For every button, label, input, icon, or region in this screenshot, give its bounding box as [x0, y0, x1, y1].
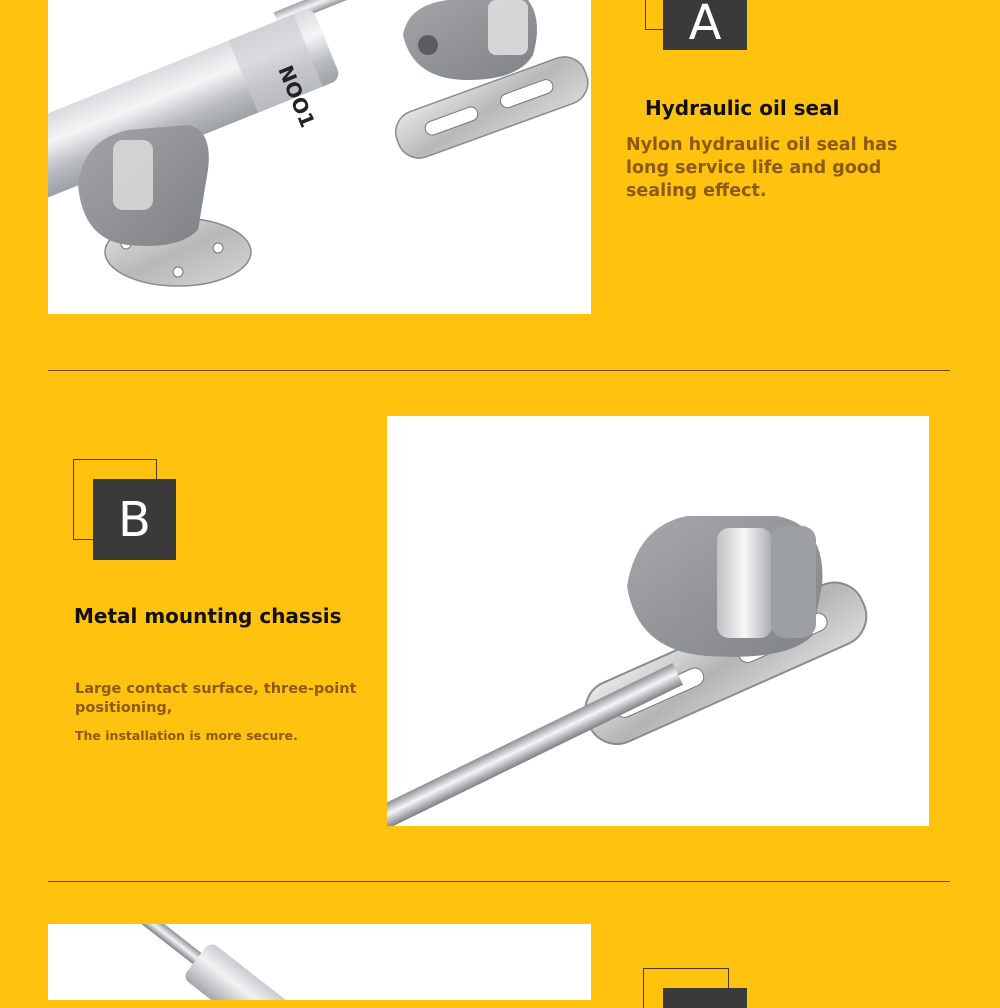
- product-photo-gas-strut-ends: [48, 0, 591, 314]
- product-photo-mounting-chassis: [387, 416, 929, 826]
- gas-strut-partial-illustration: [48, 924, 591, 1000]
- mounting-chassis-illustration: [387, 416, 929, 826]
- section-divider: [48, 881, 950, 882]
- section-letter-a: A: [663, 0, 747, 50]
- heading-metal-mounting-chassis: Metal mounting chassis: [74, 604, 342, 628]
- section-letter-b: B: [93, 479, 176, 560]
- section-divider: [48, 370, 950, 371]
- description-installation-secure: The installation is more secure.: [75, 728, 298, 743]
- description-metal-mounting-chassis: Large contact surface, three-point positioning,: [75, 681, 357, 716]
- product-photo-gas-strut-partial: [48, 924, 591, 1000]
- section-letter-c: [663, 988, 747, 1008]
- description-hydraulic-oil-seal: Nylon hydraulic oil seal has long service life and good sealing effect.: [626, 135, 898, 201]
- heading-hydraulic-oil-seal: Hydraulic oil seal: [645, 96, 840, 120]
- gas-strut-illustration: [48, 0, 591, 314]
- cylinder-label: NOO1: [273, 61, 320, 131]
